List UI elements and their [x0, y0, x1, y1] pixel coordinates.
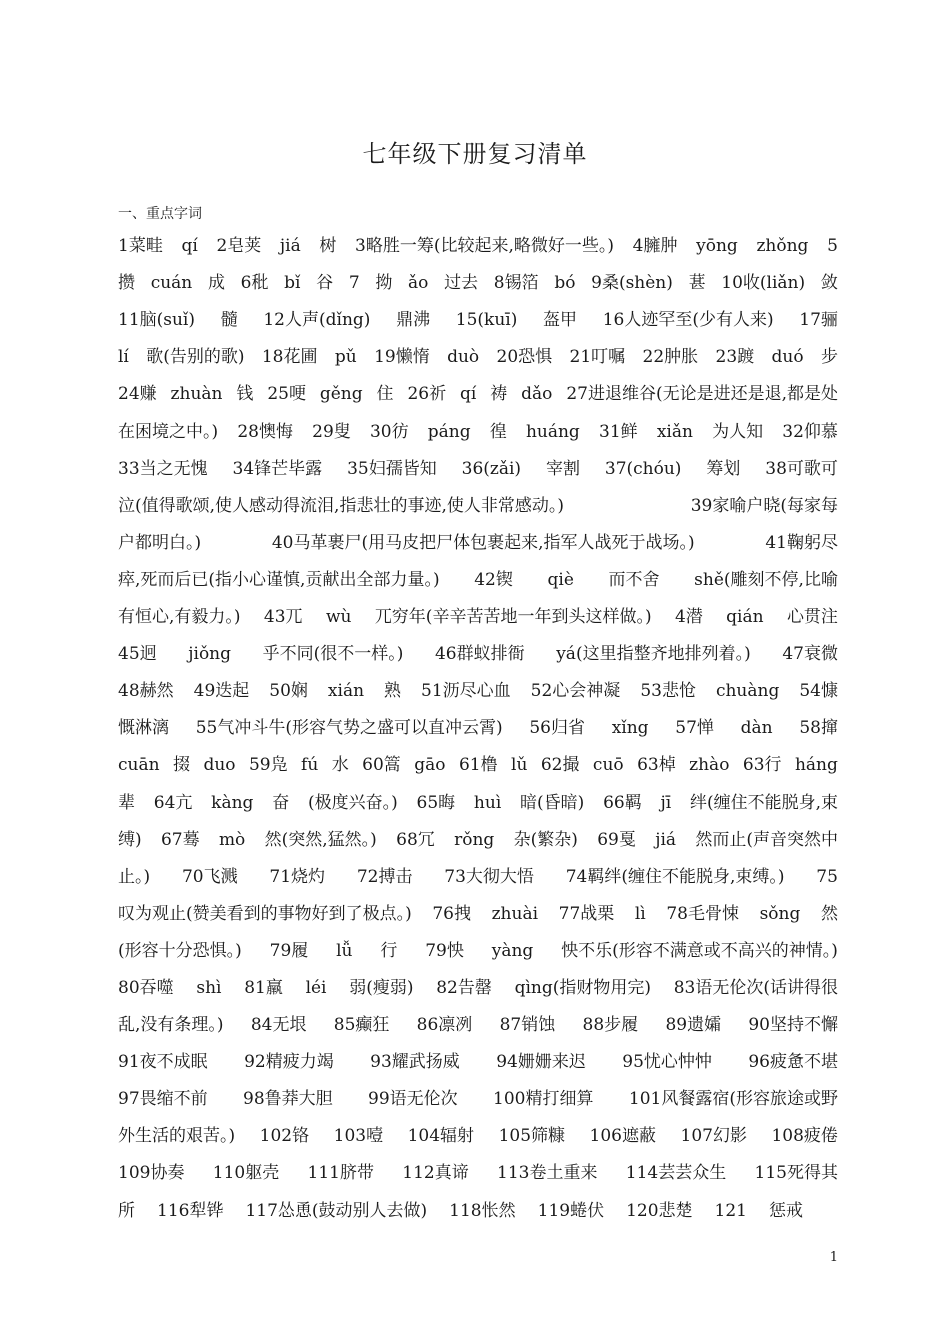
- vocab-token: 68冗: [396, 829, 435, 850]
- vocab-token: 5: [827, 236, 838, 257]
- vocab-token: 116犁铧: [157, 1200, 224, 1221]
- vocab-token: 108疲倦: [771, 1126, 838, 1147]
- vocab-token: duo: [203, 755, 236, 776]
- vocab-token: lí: [118, 347, 129, 368]
- vocab-token: 120悲楚: [626, 1200, 693, 1221]
- vocab-token: 65晦: [416, 792, 456, 813]
- vocab-token: sǒng: [759, 903, 801, 924]
- vocab-line: [118, 927, 838, 964]
- vocab-token: 80吞噬: [118, 977, 174, 998]
- vocab-token: 乎不同(很不一样。): [262, 644, 404, 665]
- vocab-token: (形容十分恐惧。): [118, 940, 242, 961]
- vocab-token: 95忧心忡忡: [622, 1052, 712, 1073]
- vocab-token: lì: [634, 903, 646, 924]
- vocab-token: 54慷: [799, 681, 838, 702]
- vocab-token: 37(chóu): [604, 458, 682, 479]
- vocab-line: [118, 778, 838, 815]
- vocab-token: 94姗姗来迟: [496, 1052, 586, 1073]
- vocab-token: 23踱: [715, 347, 755, 368]
- vocab-token: zhǒng: [756, 236, 809, 257]
- vocab-token: 78毛骨悚: [666, 903, 739, 924]
- vocab-token: 敛: [820, 273, 838, 294]
- vocab-token: 绊(缠住不能脱身,束: [689, 792, 838, 813]
- vocab-token: 拗: [375, 273, 393, 294]
- vocab-token: 21叮嘱: [569, 347, 626, 368]
- vocab-token: 60篙: [362, 755, 401, 776]
- vocab-token: cuō: [592, 755, 624, 776]
- vocab-token: 42锲: [474, 569, 513, 590]
- vocab-token: 盔甲: [543, 310, 578, 331]
- vocab-token: 121: [714, 1200, 747, 1221]
- vocab-token: 水: [331, 755, 349, 776]
- vocab-token: 90坚持不懈: [748, 1015, 838, 1036]
- vocab-token: 24赚: [118, 384, 157, 405]
- vocab-token: 63棹: [637, 755, 676, 776]
- vocab-line: [118, 1038, 838, 1075]
- vocab-line: [118, 333, 838, 370]
- vocab-token: fú: [301, 755, 319, 776]
- vocab-token: 有恒心,有毅力。): [118, 607, 241, 628]
- vocab-token: huì: [473, 792, 502, 813]
- vocab-token: 64亢: [153, 792, 193, 813]
- vocab-token: 19懒惰: [374, 347, 430, 368]
- vocab-token: 鼎沸: [396, 310, 431, 331]
- vocab-token: zhuàn: [170, 384, 223, 405]
- page-number: 1: [829, 1250, 838, 1265]
- vocab-line: [118, 482, 838, 519]
- vocab-token: 11脑(suǐ): [118, 310, 196, 331]
- vocab-token: qí: [181, 236, 198, 257]
- vocab-token: cuān: [118, 755, 160, 776]
- vocab-token: jiǒng: [188, 644, 232, 665]
- vocab-token: 107幻影: [680, 1126, 747, 1147]
- vocab-token: cuán: [150, 273, 193, 294]
- vocab-token: wù: [325, 607, 352, 628]
- vocab-token: 50娴: [269, 681, 308, 702]
- vocab-token: 40马革裹尸(用马皮把尸体包裹起来,指军人战死于战场。): [271, 532, 695, 553]
- vocab-token: 73大彻大悟: [444, 866, 534, 887]
- vocab-token: 然而止(声音突然中: [695, 829, 838, 850]
- vocab-token: xián: [327, 681, 365, 702]
- vocab-line: [118, 445, 838, 482]
- vocab-token: 106遮蔽: [589, 1126, 656, 1147]
- section-heading: 一、重点字词: [118, 206, 202, 222]
- vocab-token: 41鞠躬尽: [765, 532, 838, 553]
- vocab-token: 行: [380, 940, 398, 961]
- vocab-token: bǐ: [284, 273, 301, 294]
- vocab-token: 86凛冽: [416, 1015, 473, 1036]
- vocab-token: 113卷土重来: [497, 1163, 598, 1184]
- vocab-token: 1菜畦: [118, 236, 163, 257]
- vocab-token: 乱,没有条理。): [118, 1015, 224, 1036]
- vocab-token: 89遗孀: [665, 1015, 722, 1036]
- vocab-line: [118, 556, 838, 593]
- vocab-token: mò: [218, 829, 246, 850]
- vocab-token: gěng: [319, 384, 363, 405]
- vocab-token: duó: [771, 347, 804, 368]
- vocab-token: 18花圃: [261, 347, 318, 368]
- vocab-token: 119蜷伏: [537, 1200, 605, 1221]
- vocab-token: 12人声(dǐng): [263, 310, 371, 331]
- vocab-token: 102铬: [259, 1126, 310, 1147]
- vocab-token: 70飞溅: [181, 866, 238, 887]
- vocab-token: yá(这里指整齐地排列着。): [556, 644, 751, 665]
- vocab-token: 74羁绊(缠住不能脱身,束缚。): [565, 866, 785, 887]
- vocab-line: [118, 667, 838, 704]
- vocab-token: gāo: [414, 755, 446, 776]
- vocab-token: 28懊悔: [237, 421, 293, 442]
- vocab-token: 47衰微: [782, 644, 838, 665]
- vocab-token: 104辐射: [407, 1126, 475, 1147]
- vocab-token: dàn: [740, 718, 773, 739]
- vocab-token: huáng: [525, 421, 580, 442]
- vocab-token: 缚): [118, 829, 142, 850]
- vocab-token: xiǎn: [656, 421, 693, 442]
- vocab-line: [118, 853, 838, 890]
- vocab-token: 76拽: [432, 903, 471, 924]
- vocab-token: 6秕: [240, 273, 269, 294]
- vocab-line: [118, 259, 838, 296]
- vocab-token: (极度兴奋。): [307, 792, 398, 813]
- vocab-token: ǎo: [408, 273, 429, 294]
- vocab-token: 48赫然: [118, 681, 174, 702]
- vocab-token: 93耀武扬威: [370, 1052, 460, 1073]
- vocab-token: 58撺: [799, 718, 838, 739]
- vocab-token: 45迥: [118, 644, 157, 665]
- vocab-line: [118, 630, 838, 667]
- vocab-token: pǔ: [334, 347, 357, 368]
- vocab-token: 67蓦: [160, 829, 200, 850]
- vocab-token: 叹为观止(赞美看到的事物好到了极点。): [118, 903, 412, 924]
- vocab-token: 87销蚀: [499, 1015, 556, 1036]
- vocab-token: shì: [196, 977, 222, 998]
- vocab-token: 10收(liǎn): [721, 273, 806, 294]
- vocab-token: léi: [305, 977, 327, 998]
- vocab-token: rǒng: [454, 829, 495, 850]
- vocab-token: 户都明白。): [118, 532, 202, 553]
- vocab-token: jiá: [655, 829, 677, 850]
- vocab-token: 115死得其: [754, 1163, 838, 1184]
- vocab-token: 止。): [118, 866, 151, 887]
- vocab-token: páng: [427, 421, 471, 442]
- vocab-token: 82告罄: [436, 977, 492, 998]
- vocab-token: 树: [319, 236, 337, 257]
- vocab-token: bó: [554, 273, 576, 294]
- vocab-token: 17骊: [799, 310, 838, 331]
- vocab-token: 9桑(shèn): [591, 273, 673, 294]
- vocab-token: 112真谛: [402, 1163, 469, 1184]
- vocab-token: 33当之无愧: [118, 458, 208, 479]
- vocab-token: 55气冲斗牛(形容气势之盛可以直冲云霄): [195, 718, 503, 739]
- vocab-token: 46群蚁排衙: [434, 644, 525, 665]
- vocab-token: 52心会神凝: [530, 681, 621, 702]
- vocab-token: 葚: [688, 273, 706, 294]
- vocab-token: 61橹: [458, 755, 498, 776]
- vocab-line: [118, 370, 838, 407]
- vocab-token: 110躯壳: [212, 1163, 280, 1184]
- vocab-token: duò: [447, 347, 480, 368]
- vocab-token: 35妇孺皆知: [347, 458, 437, 479]
- vocab-token: 27进退维谷(无论是进还是退,都是处: [566, 384, 838, 405]
- vocab-token: 117怂恿(鼓动别人去做): [245, 1200, 428, 1221]
- vocab-token: 109协奏: [118, 1163, 185, 1184]
- vocab-token: 43兀: [263, 607, 303, 628]
- vocab-token: 77战栗: [558, 903, 615, 924]
- vocab-token: 兀穷年(辛辛苦苦地一年到头这样做。): [374, 607, 652, 628]
- vocab-token: qián: [726, 607, 764, 628]
- vocab-token: 所: [118, 1200, 135, 1221]
- vocab-token: háng: [794, 755, 838, 776]
- vocab-token: 杂(繁杂): [513, 829, 578, 850]
- vocab-token: 3略胜一筹(比较起来,略微好一些。): [355, 236, 615, 257]
- vocab-token: qí: [460, 384, 477, 405]
- vocab-token: 掇: [173, 755, 190, 776]
- vocab-token: 攒: [118, 273, 135, 294]
- vocab-token: 56归省: [529, 718, 585, 739]
- vocab-token: 惩戒: [768, 1200, 803, 1221]
- vocab-token: 36(zǎi): [461, 458, 522, 479]
- vocab-token: 成: [207, 273, 225, 294]
- vocab-token: yōng: [696, 236, 738, 257]
- vocab-token: 髓: [220, 310, 238, 331]
- vocab-token: 97畏缩不前: [118, 1089, 208, 1110]
- vocab-token: 53悲怆: [640, 681, 696, 702]
- vocab-token: 26祈: [407, 384, 447, 405]
- vocab-token: zhào: [689, 755, 730, 776]
- vocab-token: 85癫狂: [333, 1015, 390, 1036]
- vocab-token: 79履: [269, 940, 309, 961]
- vocab-token: 100精打细算: [493, 1089, 594, 1110]
- vocab-line: [118, 1001, 838, 1038]
- vocab-token: shě(雕刻不停,比喻: [694, 569, 838, 590]
- vocab-line: [118, 816, 838, 853]
- vocab-token: 过去: [444, 273, 479, 294]
- vocab-token: 住: [376, 384, 394, 405]
- vocab-token: 38可歌可: [765, 458, 838, 479]
- vocab-token: 然: [820, 903, 838, 924]
- vocab-token: 84无垠: [250, 1015, 307, 1036]
- vocab-token: 步: [820, 347, 838, 368]
- vocab-line: [118, 704, 838, 741]
- vocab-line: [118, 1112, 838, 1149]
- vocab-token: 辈: [118, 792, 135, 813]
- vocab-token: 2皂荚: [216, 236, 262, 257]
- vocab-token: 4臃肿: [632, 236, 678, 257]
- vocab-token: 111脐带: [307, 1163, 374, 1184]
- vocab-token: 63行: [742, 755, 782, 776]
- vocab-token: 暗(昏暗): [520, 792, 585, 813]
- vocab-token: 奋: [272, 792, 290, 813]
- vocab-token: 96疲惫不堪: [748, 1052, 838, 1073]
- vocab-line: [118, 593, 838, 630]
- vocab-token: 8锡箔: [493, 273, 539, 294]
- vocab-token: 69戛: [597, 829, 636, 850]
- vocab-line: [118, 296, 838, 333]
- vocabulary-list: [118, 222, 838, 1224]
- vocab-token: 81羸: [244, 977, 283, 998]
- vocab-token: 62撮: [540, 755, 580, 776]
- vocab-token: 66羁: [603, 792, 642, 813]
- vocab-token: 57惮: [675, 718, 714, 739]
- vocab-token: 72搏击: [356, 866, 413, 887]
- vocab-token: chuàng: [715, 681, 780, 702]
- vocab-token: zhuài: [491, 903, 539, 924]
- vocab-line: [118, 1149, 838, 1186]
- vocab-token: 歌(告别的歌): [146, 347, 245, 368]
- vocab-token: 泣(值得歌颂,使人感动得流泪,指悲壮的事迹,使人非常感动。): [118, 495, 564, 516]
- vocab-token: 79怏: [425, 940, 464, 961]
- vocab-token: 弱(瘦弱): [349, 977, 414, 998]
- vocab-line: [118, 407, 838, 444]
- vocab-token: 29叟: [312, 421, 351, 442]
- vocab-token: lǔ: [511, 755, 528, 776]
- vocab-token: 宰割: [545, 458, 580, 479]
- vocab-token: 71烧灼: [269, 866, 326, 887]
- vocab-token: 30彷: [369, 421, 409, 442]
- vocab-token: 7: [348, 273, 360, 294]
- vocab-token: 39家喻户晓(每家每: [690, 495, 838, 516]
- vocab-token: 101风餐露宿(形容旅途或野: [628, 1089, 838, 1110]
- vocab-token: 15(kuī): [455, 310, 518, 331]
- vocab-token: 徨: [489, 421, 507, 442]
- vocab-token: 而不舍: [608, 569, 660, 590]
- vocab-token: kàng: [211, 792, 254, 813]
- vocab-token: qiè: [547, 569, 574, 590]
- document-title: 七年级下册复习清单: [362, 140, 588, 168]
- vocab-token: 32仰慕: [782, 421, 838, 442]
- vocab-token: 31鲜: [599, 421, 638, 442]
- vocab-token: 22肿胀: [642, 347, 699, 368]
- vocab-token: 4潜: [674, 607, 703, 628]
- vocab-token: 83语无伦次(话讲得很: [673, 977, 838, 998]
- vocab-token: 103噎: [333, 1126, 384, 1147]
- vocab-token: xǐng: [611, 718, 649, 739]
- vocab-token: 外生活的艰苦。): [118, 1126, 236, 1147]
- vocab-token: 99语无伦次: [368, 1089, 458, 1110]
- vocab-token: 熟: [384, 681, 402, 702]
- vocab-line: [118, 1075, 838, 1112]
- vocab-token: dǎo: [521, 384, 553, 405]
- vocab-token: 114芸芸众生: [625, 1163, 727, 1184]
- vocab-line: [118, 741, 838, 778]
- vocab-token: qìng(指财物用完): [514, 977, 651, 998]
- vocab-token: 谷: [316, 273, 334, 294]
- vocab-token: 为人知: [712, 421, 764, 442]
- vocab-line: [118, 222, 838, 259]
- vocab-line: [118, 1186, 838, 1223]
- vocab-line: [118, 890, 838, 927]
- vocab-token: yàng: [491, 940, 534, 961]
- vocab-line: [118, 519, 838, 556]
- vocab-token: 88步履: [582, 1015, 639, 1036]
- vocab-token: 92精疲力竭: [244, 1052, 334, 1073]
- vocab-token: 25哽: [267, 384, 306, 405]
- vocab-token: 心贯注: [786, 607, 838, 628]
- vocab-token: 怏不乐(形容不满意或不高兴的神情。): [561, 940, 838, 961]
- vocab-token: 105筛糠: [498, 1126, 566, 1147]
- vocab-token: 祷: [490, 384, 508, 405]
- vocab-token: 91夜不成眠: [118, 1052, 208, 1073]
- vocab-token: 瘁,死而后已(指小心谨慎,贡献出全部力量。): [118, 569, 440, 590]
- vocab-token: 16人迹罕至(少有人来): [602, 310, 774, 331]
- vocab-token: 然(突然,猛然。): [264, 829, 377, 850]
- vocab-token: 筹划: [706, 458, 741, 479]
- vocab-token: 慨淋漓: [118, 718, 169, 739]
- vocab-token: jī: [660, 792, 672, 813]
- vocab-token: 59凫: [248, 755, 288, 776]
- vocab-token: 在困境之中。): [118, 421, 219, 442]
- vocab-token: 20恐惧: [496, 347, 553, 368]
- vocab-token: lǚ: [336, 940, 353, 961]
- vocab-token: 98鲁莽大胆: [243, 1089, 333, 1110]
- vocab-token: 51沥尽心血: [421, 681, 511, 702]
- vocab-line: [118, 964, 838, 1001]
- vocab-token: 34锋芒毕露: [232, 458, 323, 479]
- vocab-token: 118怅然: [449, 1200, 516, 1221]
- vocab-token: jiá: [279, 236, 301, 257]
- vocab-token: 49迭起: [193, 681, 250, 702]
- vocab-token: 钱: [236, 384, 254, 405]
- vocab-token: 75: [816, 866, 838, 887]
